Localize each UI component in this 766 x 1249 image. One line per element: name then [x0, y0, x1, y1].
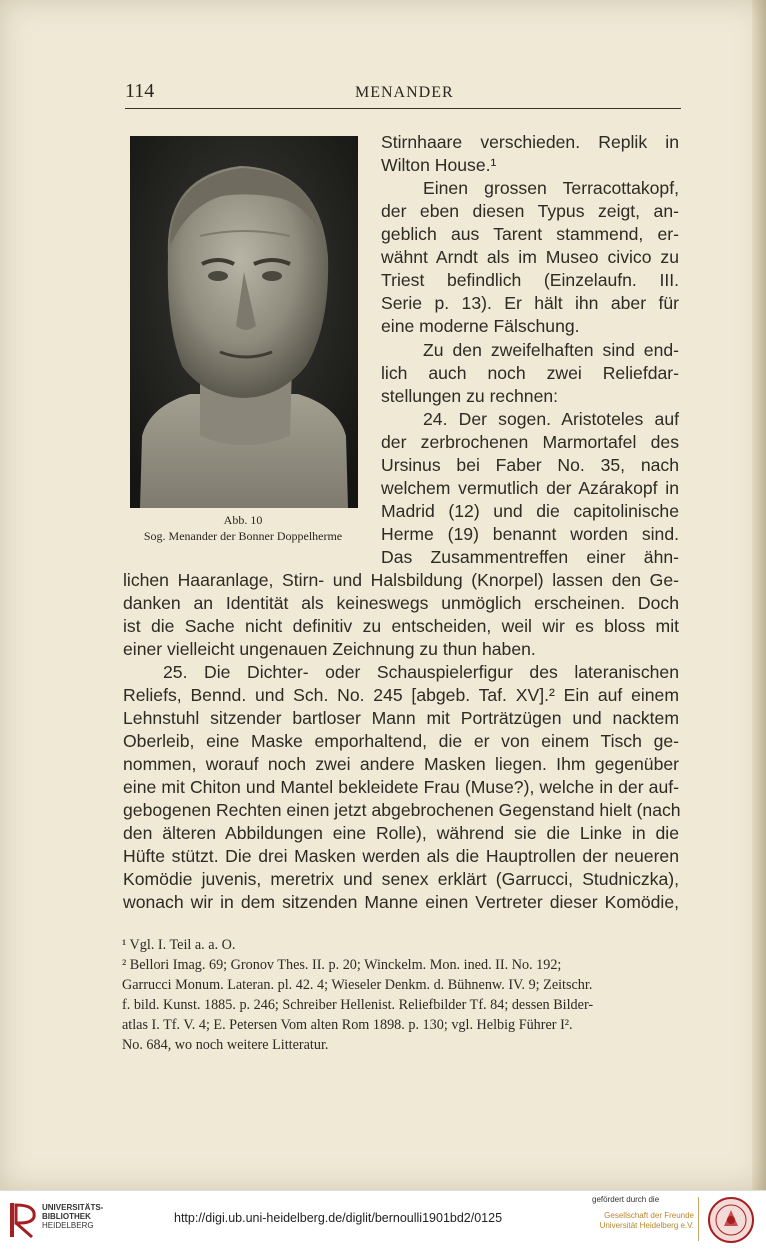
text-line: Reliefs, Bennd. und Sch. No. 245 [abgeb. Taf. XV].² Ein auf einem [123, 685, 679, 705]
funded-by-label: gefördert durch die [592, 1195, 660, 1204]
text-line: den älteren Abbildungen eine Rolle), während sie die Linke in die [123, 823, 679, 843]
page-edge [752, 0, 766, 1190]
text-line: 24. Der sogen. Aristoteles auf [423, 409, 679, 429]
figure-caption-text: Sog. Menander der Bonner Doppelherme [143, 529, 343, 543]
footnote-2: ² Bellori Imag. 69; Gronov Thes. II. p. 20; Winckelm. Mon. ined. II. No. 192; [122, 957, 562, 973]
text-line: nommen, worauf noch zwei andere Masken liegen. Ihm gegenüber [123, 754, 679, 774]
footnote-line: Garrucci Monum. Lateran. pl. 42. 4; Wieseler Denkm. d. Bühnenw. IV. 9; Zeitschr. [122, 977, 593, 993]
footnote-line: atlas I. Tf. V. 4; E. Petersen Vom alten Rom 1898. p. 130; vgl. Helbig Führer I². [122, 1017, 573, 1033]
text-line: Das Zusammentreffen einer ähn- [381, 547, 679, 567]
university-seal-icon [706, 1196, 756, 1244]
text-line: Stirnhaare verschieden. Replik in [381, 132, 679, 152]
footnote-line: f. bild. Kunst. 1885. p. 246; Schreiber Hellenist. Reliefbilder Tf. 84; dessen Bilder- [122, 997, 594, 1013]
text-line: ist die Sache nicht definitiv zu entscheiden, weil wir es bloss mit [123, 616, 679, 636]
ub-logo-icon [8, 1201, 38, 1239]
running-title: MENANDER [355, 84, 454, 101]
text-line: 25. Die Dichter- oder Schauspielerfigur des lateranischen [163, 662, 679, 682]
library-name [42, 1203, 103, 1230]
divider [698, 1197, 699, 1241]
text-line: Oberleib, eine Maske emporhaltend, die er von einem Tisch ge- [123, 731, 679, 751]
text-line: Ursinus bei Faber No. 35, nach [381, 455, 679, 475]
text-line: Einen grossen Terracottakopf, [423, 178, 679, 198]
text-line: Komödie juvenis, meretrix und senex erklärt (Garrucci, Studniczka), [123, 869, 679, 889]
text-line: eine moderne Fälschung. [381, 316, 580, 336]
text-line: stellungen zu rechnen: [381, 386, 559, 406]
permalink-url[interactable]: http://digi.ub.uni-heidelberg.de/diglit/bernoulli1901bd2/0125 [174, 1211, 503, 1225]
text-line: wähnt Arndt als im Museo civico zu [381, 247, 679, 267]
text-line: Serie p. 13). Er hält ihn aber für [381, 293, 679, 313]
text-line: Triest befindlich (Einzelaufn. III. [381, 270, 679, 290]
text-line: lichen Haaranlage, Stirn- und Halsbildung (Knorpel) lassen den Ge- [123, 570, 679, 590]
page-number: 114 [125, 80, 155, 102]
society-line: Universität Heidelberg e.V. [599, 1221, 694, 1230]
bust-illustration [130, 136, 358, 508]
society-line: Gesellschaft der Freunde [604, 1211, 694, 1220]
text-line: Zu den zweifelhaften sind end- [423, 340, 679, 360]
text-line: Herme (19) benannt worden sind. [381, 524, 679, 544]
text-line: der zerbrochenen Marmortafel des [381, 432, 679, 452]
text-line: wonach wir in dem sitzenden Manne einen Vertreter dieser Komödie, [123, 892, 679, 912]
text-line: danken an Identität als keineswegs unmöglich erscheinen. Doch [123, 593, 679, 613]
library-line: HEIDELBERG [42, 1221, 94, 1230]
footnote-1: ¹ Vgl. I. Teil a. a. O. [122, 937, 236, 953]
library-line: BIBLIOTHEK [42, 1212, 91, 1221]
footnote-line: No. 684, wo noch weitere Litteratur. [122, 1037, 329, 1053]
page-header [125, 80, 681, 109]
text-line: lich auch noch zwei Reliefdar- [381, 363, 679, 383]
figure-caption [118, 512, 368, 544]
text-line: welchem vermutlich der Azárakopf in [381, 478, 679, 498]
text-line: Madrid (12) und die capitolinische [381, 501, 679, 521]
figure-label: Abb. 10 [223, 513, 263, 527]
digitization-footer [0, 1190, 766, 1249]
menander-bust-photo [130, 136, 358, 508]
text-line: Hüfte stützt. Die drei Masken werden als die Hauptrollen der neueren [123, 846, 679, 866]
text-line: gebogenen Rechten einen jetzt abgebrochenen Gegenstand hielt (nach [123, 800, 681, 820]
text-line: geblich aus Tarent stammend, er- [381, 224, 679, 244]
text-line: Wilton House.¹ [381, 155, 497, 175]
society-name [598, 1211, 694, 1231]
text-line: einer vielleicht ungenauen Zeichnung zu thun haben. [123, 639, 536, 659]
text-line: eine mit Chiton und Mantel bekleidete Frau (Muse?), welche in der auf- [123, 777, 679, 797]
text-line: Lehnstuhl sitzender bartloser Mann mit Porträtzügen und nacktem [123, 708, 679, 728]
library-line: UNIVERSITÄTS- [42, 1203, 104, 1212]
text-line: der eben diesen Typus zeigt, an- [381, 201, 679, 221]
